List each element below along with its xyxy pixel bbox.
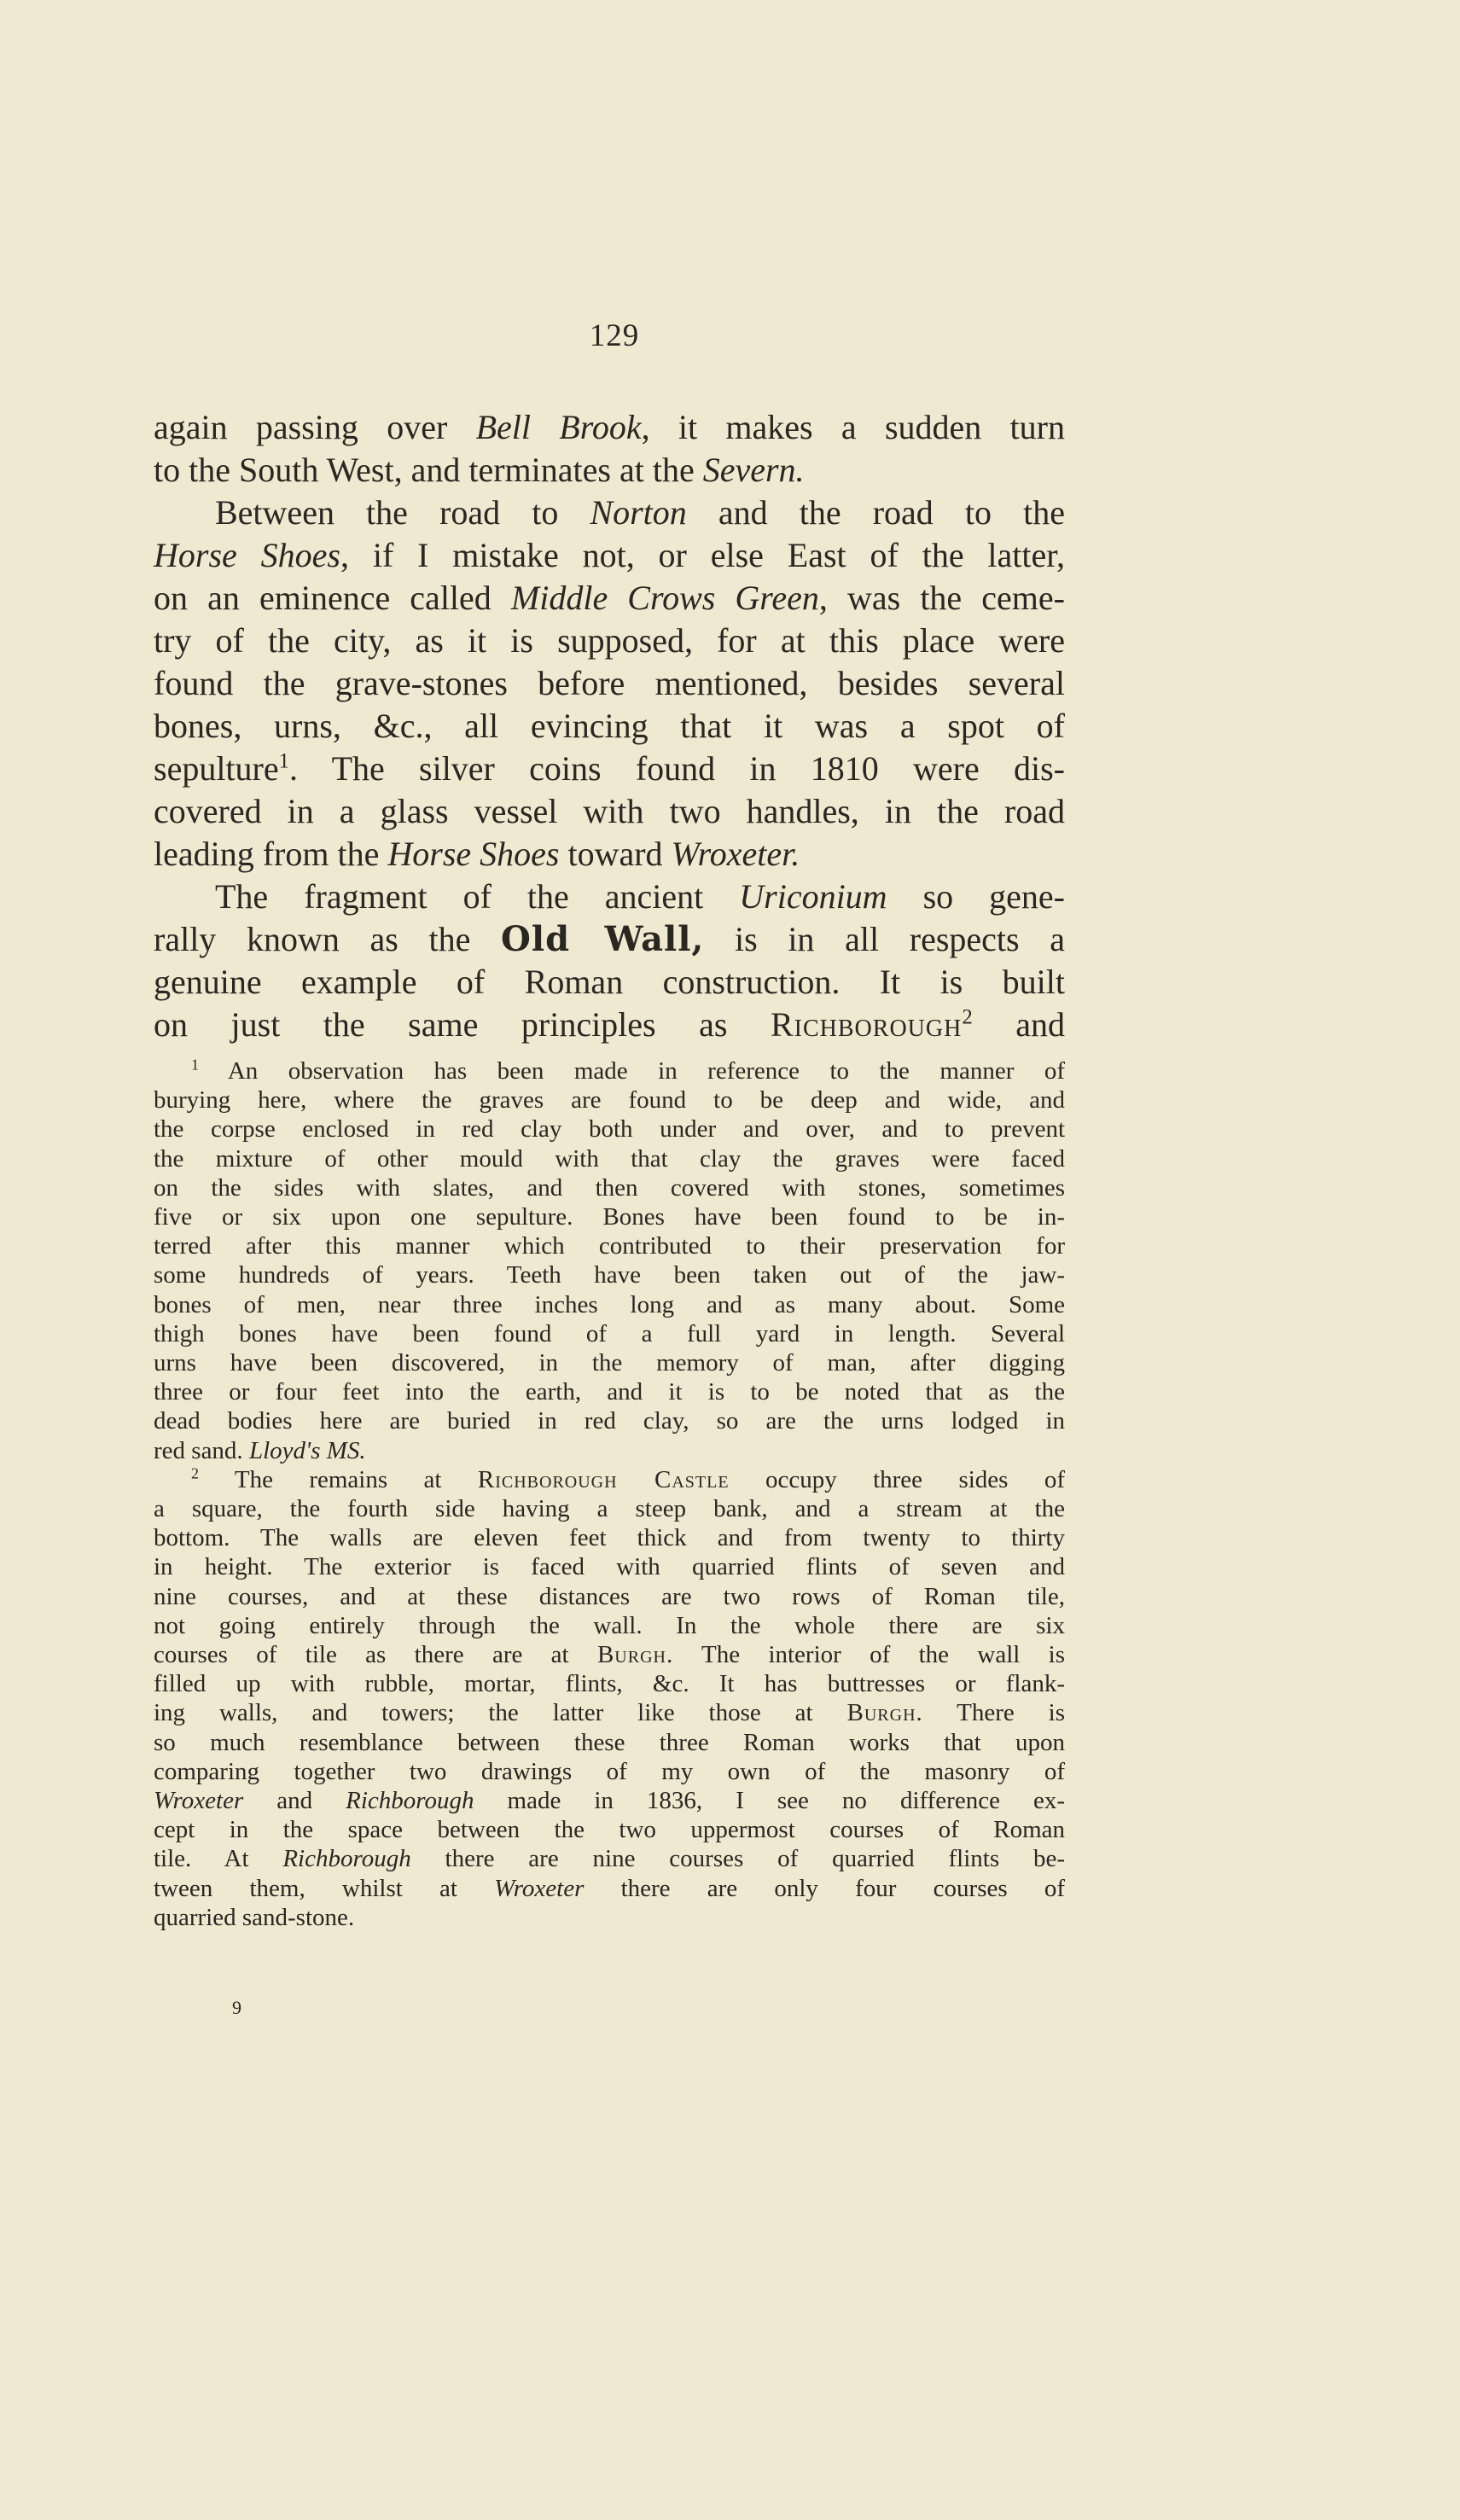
small-caps-term: Burgh. xyxy=(596,1641,674,1669)
text-run: terred after this manner which contributed to their preservation for xyxy=(154,1232,1065,1260)
text-run: nine courses, and at these distances are two rows of Roman tile, xyxy=(154,1582,1065,1610)
italic-term: Severn. xyxy=(702,451,805,489)
text-run: tile. At xyxy=(154,1845,283,1873)
footnote-line xyxy=(154,1406,1065,1435)
text-run: not going entirely through the wall. In the whole there are six xyxy=(154,1611,1065,1639)
footnote-line xyxy=(154,1056,1065,1085)
text-run: covered in a glass vessel with two handles, in the road xyxy=(154,792,1065,830)
text-run: rally known as the xyxy=(154,920,502,958)
text-run: on the sides with slates, and then covered with stones, sometimes xyxy=(154,1173,1065,1202)
text-run: toward xyxy=(559,835,672,873)
italic-term: Middle Crows Green xyxy=(510,579,819,617)
text-run: The interior of the wall is xyxy=(673,1641,1065,1669)
text-run: ing walls, and towers; the latter like those at xyxy=(154,1699,847,1727)
text-run: sepulture xyxy=(154,749,279,788)
text-run: the mixture of other mould with that clay the graves were faced xyxy=(154,1144,1065,1173)
text-run: and the road to the xyxy=(686,493,1065,532)
footnote-line xyxy=(154,1552,1065,1581)
footnote-line xyxy=(154,1377,1065,1406)
text-line xyxy=(154,492,1065,534)
text-run: red sand. xyxy=(154,1436,249,1464)
italic-term: Richborough xyxy=(282,1845,411,1873)
text-run: occupy three sides of xyxy=(729,1465,1066,1493)
footnote-line xyxy=(154,1231,1065,1260)
text-run: to the South West, and terminates at the xyxy=(154,451,703,489)
footnote-line xyxy=(154,1757,1065,1786)
footnote-marker: 2 xyxy=(962,1005,973,1029)
text-run: found the grave-stones before mentioned, besides several xyxy=(154,664,1065,702)
text-run: leading from the xyxy=(154,835,388,873)
footnote-line xyxy=(154,1260,1065,1289)
footnote-marker: 1 xyxy=(278,749,290,773)
text-run: there are only four courses of xyxy=(584,1874,1066,1902)
text-line xyxy=(154,918,1065,961)
footnote-line xyxy=(154,1173,1065,1202)
text-run: a square, the fourth side having a steep bank, and a stream at the xyxy=(154,1495,1065,1523)
italic-term: Horse Shoes xyxy=(387,835,560,873)
signature-mark: 9 xyxy=(232,1997,241,2018)
text-run: urns have been discovered, in the memory of man, after digging xyxy=(154,1349,1065,1377)
italic-term: Wroxeter. xyxy=(671,835,800,873)
text-run: quarried sand-stone. xyxy=(154,1903,355,1931)
text-line xyxy=(154,406,1065,449)
text-run: Between the road to xyxy=(215,493,590,532)
text-run: bones, urns, &c., all evincing that it was a spot of xyxy=(154,707,1065,745)
text-line xyxy=(154,705,1065,748)
text-run: , was the ceme- xyxy=(818,579,1065,617)
text-run: in height. The exterior is faced with quarried flints of seven and xyxy=(154,1553,1065,1581)
text-run: There is xyxy=(922,1699,1065,1727)
text-run: again passing over xyxy=(154,408,476,446)
text-run: made in 1836, I see no difference ex- xyxy=(474,1787,1065,1815)
text-run: , if I mistake not, or else East of the latter, xyxy=(340,536,1066,574)
text-run: , it makes a sudden turn xyxy=(641,408,1065,446)
text-run: is in all respects a xyxy=(704,920,1065,958)
text-run: there are nine courses of quarried flints be- xyxy=(410,1845,1065,1873)
text-line xyxy=(154,876,1065,918)
italic-term: Richborough xyxy=(346,1787,474,1815)
text-run: filled up with rubble, mortar, flints, &c. It has buttresses or flank- xyxy=(154,1670,1065,1698)
text-line xyxy=(154,1004,1065,1046)
italic-term: Bell Brook xyxy=(475,408,642,446)
footnote-line xyxy=(154,1202,1065,1231)
italic-term: Horse Shoes xyxy=(154,536,340,574)
italic-term: Lloyd's MS. xyxy=(248,1436,366,1464)
footnote-line xyxy=(154,1085,1065,1115)
footnote-line xyxy=(154,1815,1065,1844)
footnote-line xyxy=(154,1844,1065,1873)
text-run: The fragment of the ancient xyxy=(215,877,740,916)
text-run: dead bodies here are buried in red clay, so are the urns lodged in xyxy=(154,1407,1065,1435)
footnote-line xyxy=(154,1115,1065,1144)
text-run: cept in the space between the two uppermost courses of Roman xyxy=(154,1816,1065,1844)
text-run: five or six upon one sepulture. Bones have been found to be in- xyxy=(154,1203,1065,1231)
page-number: 129 xyxy=(589,318,640,353)
main-text xyxy=(154,406,1065,1046)
text-run: The remains at xyxy=(198,1465,478,1493)
italic-term: Norton xyxy=(590,493,687,532)
footnote-line xyxy=(154,1903,1065,1932)
footnote-line xyxy=(154,1698,1065,1727)
text-line xyxy=(154,961,1065,1004)
footnote-line xyxy=(154,1436,1065,1465)
footnote-line xyxy=(154,1465,1065,1494)
text-line xyxy=(154,833,1065,876)
footnote-marker: 1 xyxy=(191,1056,199,1074)
text-run: bottom. The walls are eleven feet thick and from twenty to thirty xyxy=(154,1524,1065,1552)
text-run: thigh bones have been found of a full yard in length. Several xyxy=(154,1319,1065,1347)
text-run: on just the same principles as xyxy=(154,1005,771,1044)
italic-term: Wroxeter xyxy=(494,1874,585,1902)
small-caps-term: Burgh. xyxy=(846,1699,923,1727)
footnote-line xyxy=(154,1874,1065,1903)
footnote-line xyxy=(154,1611,1065,1640)
text-run: try of the city, as it is supposed, for at this place were xyxy=(154,621,1065,660)
blackletter-term: Old Wall, xyxy=(501,919,705,959)
footnote-marker: 2 xyxy=(191,1464,199,1482)
text-run: tween them, whilst at xyxy=(154,1874,495,1902)
text-run: An observation has been made in reference to the manner of xyxy=(198,1057,1065,1085)
text-run: on an eminence called xyxy=(154,579,511,617)
text-run: the corpse enclosed in red clay both under and over, and to prevent xyxy=(154,1115,1065,1144)
footnote-line xyxy=(154,1728,1065,1757)
text-run: so gene- xyxy=(887,877,1065,916)
italic-term: Wroxeter xyxy=(154,1787,244,1815)
footnote-line xyxy=(154,1523,1065,1552)
footnote-line xyxy=(154,1582,1065,1611)
text-run: courses of tile as there are at xyxy=(154,1641,597,1669)
small-caps-term: Richborough xyxy=(770,1005,963,1044)
text-run: and xyxy=(243,1787,346,1815)
text-line xyxy=(154,534,1065,577)
footnote-line xyxy=(154,1144,1065,1173)
italic-term: Uriconium xyxy=(739,877,887,916)
text-run: comparing together two drawings of my own of the masonry of xyxy=(154,1757,1065,1785)
footnote-line xyxy=(154,1319,1065,1348)
footnotes xyxy=(154,1056,1065,1932)
footnote-line xyxy=(154,1786,1065,1815)
text-run: and xyxy=(972,1005,1065,1044)
text-line xyxy=(154,790,1065,833)
text-run: some hundreds of years. Teeth have been taken out of the jaw- xyxy=(154,1261,1065,1289)
text-line xyxy=(154,748,1065,790)
small-caps-term: Richborough Castle xyxy=(477,1465,730,1493)
footnote-line xyxy=(154,1348,1065,1377)
text-run: so much resemblance between these three Roman works that upon xyxy=(154,1728,1065,1756)
footnote-line xyxy=(154,1669,1065,1698)
text-run: bones of men, near three inches long and as many about. Some xyxy=(154,1290,1065,1318)
footnote-line xyxy=(154,1494,1065,1523)
text-run: three or four feet into the earth, and it is to be noted that as the xyxy=(154,1378,1065,1406)
text-run: . The silver coins found in 1810 were dis- xyxy=(289,749,1065,788)
text-line xyxy=(154,577,1065,620)
text-line xyxy=(154,662,1065,705)
text-run: genuine example of Roman construction. It is built xyxy=(154,963,1065,1001)
text-line xyxy=(154,449,1065,492)
text-run: burying here, where the graves are found to be deep and wide, and xyxy=(154,1086,1065,1115)
footnote-line xyxy=(154,1290,1065,1319)
footnote-line xyxy=(154,1640,1065,1669)
text-line xyxy=(154,620,1065,662)
